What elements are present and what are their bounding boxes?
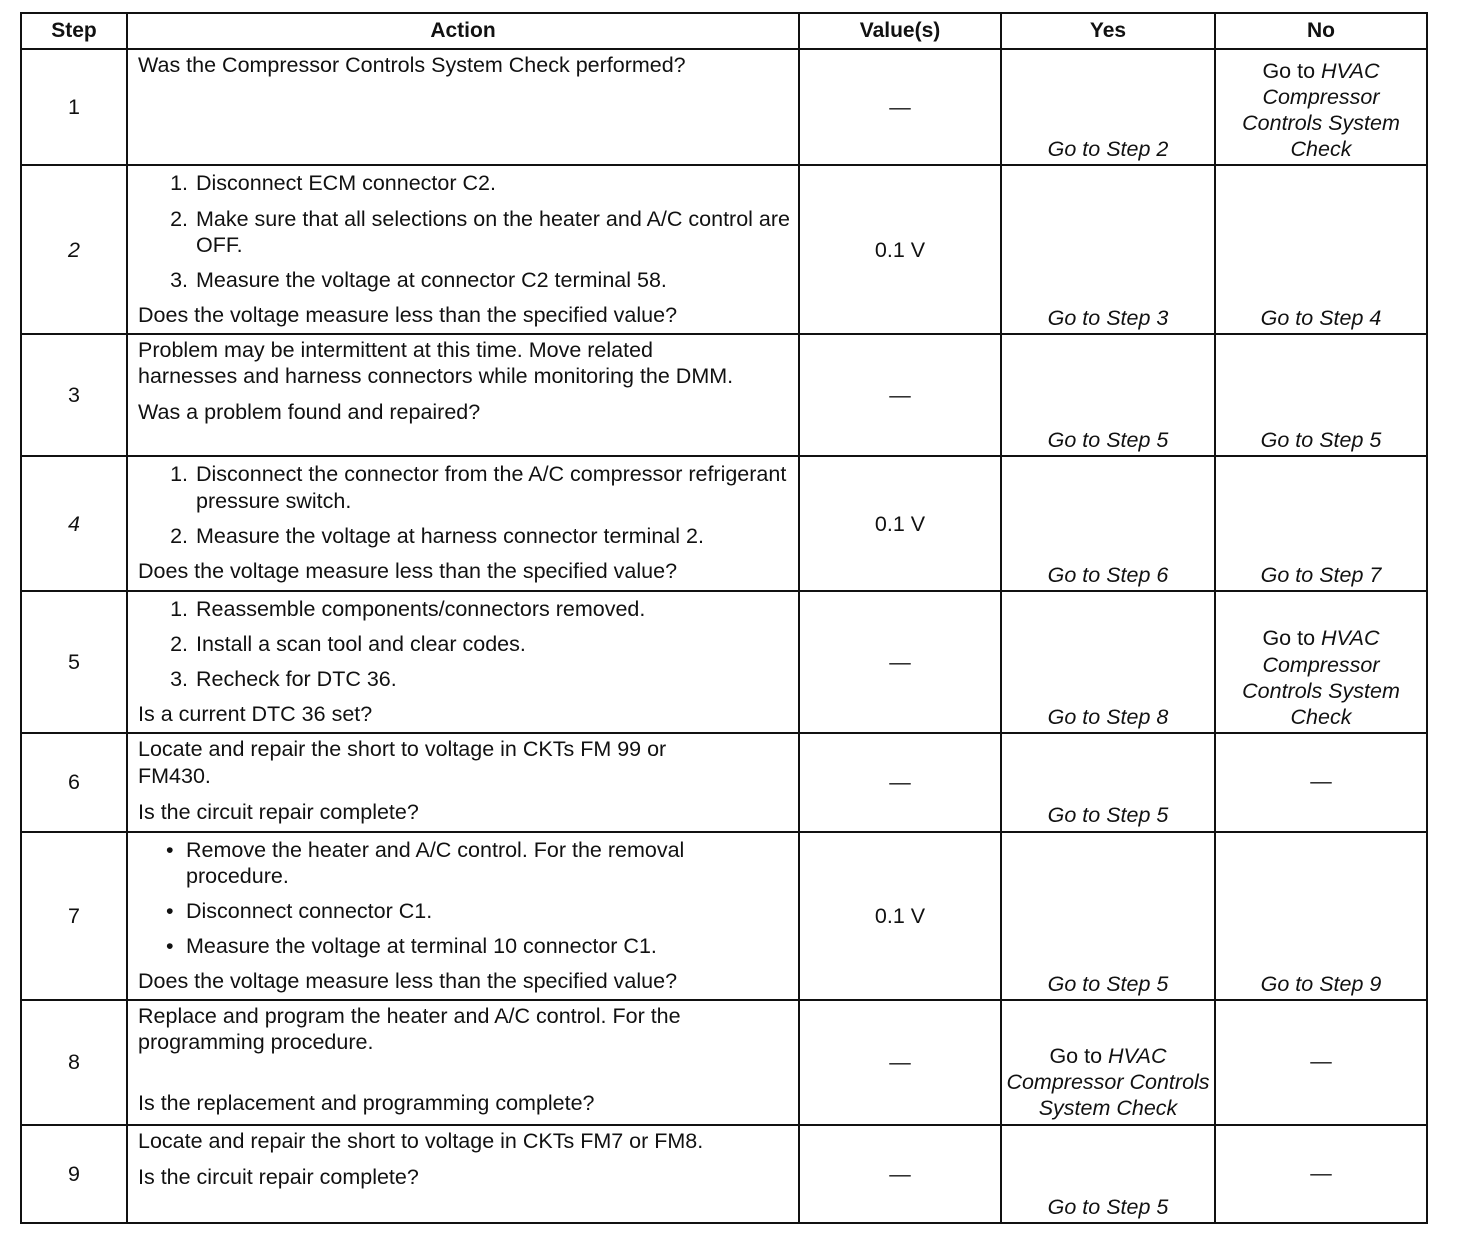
table-row: [21, 591, 1427, 733]
table-row: [21, 49, 1427, 165]
action-question: Does the voltage measure less than the specified value?: [138, 559, 678, 584]
action-question: Was the Compressor Controls System Check performed?: [138, 53, 686, 77]
step-number: 5: [21, 591, 127, 733]
value-cell: —: [799, 334, 1001, 456]
action-cell: [127, 1000, 799, 1124]
action-steps: [138, 461, 790, 549]
yes-cell: Go to Step 5: [1001, 1125, 1215, 1223]
action-bullet: • Remove the heater and A/C control. For the removal procedure.: [186, 837, 790, 889]
step-number: 9: [21, 1125, 127, 1223]
step-number: 8: [21, 1000, 127, 1124]
action-cell: [127, 733, 799, 831]
action-step: 1. Disconnect the connector from the A/C compressor refrigerant pressure switch.: [194, 461, 790, 513]
goto-target: HVAC Compressor Controls System Check: [1006, 1043, 1210, 1121]
header-row: [21, 13, 1427, 49]
yes-cell: Go to Step 6: [1001, 456, 1215, 590]
step-number: 7: [21, 832, 127, 1001]
table-row: [21, 456, 1427, 590]
action-steps: [138, 170, 790, 293]
yes-cell: Go to Step 3: [1001, 165, 1215, 334]
action-cell: [127, 591, 799, 733]
action-question: Is a current DTC 36 set?: [138, 702, 373, 727]
yes-cell: Go to Step 8: [1001, 591, 1215, 733]
header-action: Action: [127, 13, 799, 49]
value-cell: —: [799, 1125, 1001, 1223]
action-question: Does the voltage measure less than the specified value?: [138, 969, 678, 994]
action-cell: [127, 334, 799, 456]
action-step: 3. Recheck for DTC 36.: [194, 666, 790, 692]
header-yes: Yes: [1001, 13, 1215, 49]
step-number: 3: [21, 334, 127, 456]
yes-cell: Go to Step 5: [1001, 334, 1215, 456]
table-row: [21, 832, 1427, 1001]
goto-target: HVAC Compressor Controls System Check: [1242, 626, 1400, 730]
yes-cell: Go to Step 5: [1001, 832, 1215, 1001]
table-row: [21, 1125, 1427, 1223]
no-cell: —: [1215, 733, 1427, 831]
header-step: Step: [21, 13, 127, 49]
step-number: 6: [21, 733, 127, 831]
no-cell: Go to Step 4: [1215, 165, 1427, 334]
action-cell: [127, 832, 799, 1001]
diagnostic-table: [20, 12, 1428, 1224]
value-cell: 0.1 V: [799, 832, 1001, 1001]
header-values: Value(s): [799, 13, 1001, 49]
no-cell: Go to Step 9: [1215, 832, 1427, 1001]
action-step: 3. Measure the voltage at connector C2 terminal 58.: [194, 267, 790, 293]
step-number: 1: [21, 49, 127, 165]
step-number: 2: [21, 165, 127, 334]
header-no: No: [1215, 13, 1427, 49]
action-question: Is the replacement and programming complete?: [138, 1090, 595, 1115]
table-row: [21, 1000, 1427, 1124]
goto-prefix: Go to: [1049, 1043, 1108, 1068]
action-question: Was a problem found and repaired?: [138, 400, 481, 425]
goto-target: HVAC Compressor Controls System Check: [1242, 58, 1400, 162]
value-cell: —: [799, 591, 1001, 733]
no-cell: —: [1215, 1125, 1427, 1223]
action-steps: [138, 596, 790, 693]
action-step: 2. Install a scan tool and clear codes.: [194, 631, 790, 657]
value-cell: —: [799, 49, 1001, 165]
no-cell: —: [1215, 1000, 1427, 1124]
goto-prefix: Go to: [1262, 626, 1321, 651]
action-step: 1. Reassemble components/connectors removed.: [194, 596, 790, 622]
action-question: Does the voltage measure less than the specified value?: [138, 303, 678, 328]
no-cell: [1215, 49, 1427, 165]
no-cell: [1215, 591, 1427, 733]
action-cell: [127, 1125, 799, 1223]
action-text: Locate and repair the short to voltage in CKTs FM 99 or FM430.: [138, 737, 667, 788]
action-step: 1. Disconnect ECM connector C2.: [194, 170, 790, 196]
action-bullets: [138, 837, 790, 960]
goto-prefix: Go to: [1262, 58, 1321, 83]
action-cell: [127, 165, 799, 334]
action-bullet: • Disconnect connector C1.: [186, 898, 790, 924]
action-step: 2. Make sure that all selections on the heater and A/C control are OFF.: [194, 206, 790, 258]
no-cell: Go to Step 5: [1215, 334, 1427, 456]
value-cell: —: [799, 1000, 1001, 1124]
action-text: Locate and repair the short to voltage in CKTs FM7 or FM8.: [138, 1128, 704, 1153]
action-text: Problem may be intermittent at this time. Move related harnesses and harness connectors while monitoring the DMM.: [138, 338, 734, 389]
yes-cell: [1001, 1000, 1215, 1124]
action-question: Is the circuit repair complete?: [138, 799, 419, 824]
no-cell: Go to Step 7: [1215, 456, 1427, 590]
action-step: 2. Measure the voltage at harness connector terminal 2.: [194, 523, 790, 549]
action-bullet: • Measure the voltage at terminal 10 connector C1.: [186, 933, 790, 959]
yes-cell: Go to Step 5: [1001, 733, 1215, 831]
action-cell: [127, 456, 799, 590]
value-cell: 0.1 V: [799, 456, 1001, 590]
table-row: [21, 334, 1427, 456]
action-cell: [127, 49, 799, 165]
yes-cell: Go to Step 2: [1001, 49, 1215, 165]
action-text: Replace and program the heater and A/C control. For the programming procedure.: [138, 1004, 681, 1055]
step-number: 4: [21, 456, 127, 590]
table-row: [21, 733, 1427, 831]
value-cell: —: [799, 733, 1001, 831]
value-cell: 0.1 V: [799, 165, 1001, 334]
action-question: Is the circuit repair complete?: [138, 1164, 419, 1189]
table-row: [21, 165, 1427, 334]
